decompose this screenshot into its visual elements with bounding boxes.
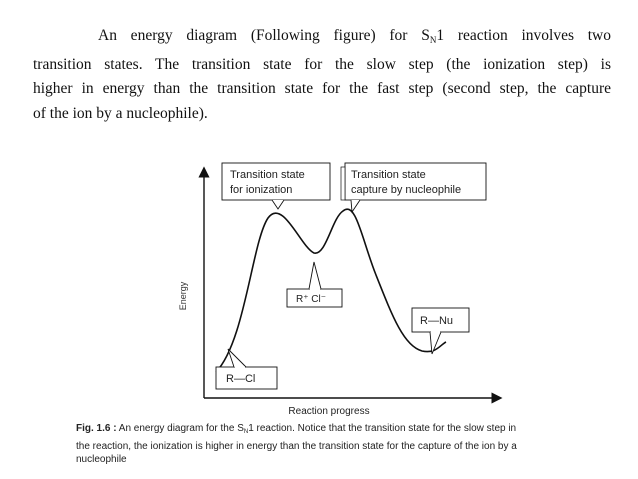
caption-line-1 <box>76 422 596 440</box>
paragraph-line-3: higher in energy than the transition state for the fast step (second step, the capture <box>33 80 611 97</box>
sn-subscript: N <box>429 35 437 45</box>
caption-line-3: nucleophile <box>76 454 127 465</box>
paragraph-line-2: transition states. The transition state for the slow step (the ionization step) is <box>33 55 611 73</box>
ts2-pointer <box>351 200 360 212</box>
caption-fig-number: Fig. 1.6 : <box>76 423 117 434</box>
reactant-pointer <box>228 349 246 367</box>
intermediate-label: R⁺ Cl⁻ <box>296 294 326 305</box>
caption-text-a: An energy diagram for the S <box>116 423 244 434</box>
ts2-label-line1: Transition state <box>351 169 426 181</box>
ts1-label-line1: Transition state <box>230 169 305 181</box>
caption-subscript: N <box>243 429 249 435</box>
y-axis-label: Energy <box>178 281 188 311</box>
caption-text-b: 1 reaction. Notice that the transition state for the slow step in <box>248 423 517 434</box>
ts1-pointer <box>272 200 284 209</box>
intermediate-pointer <box>309 262 321 289</box>
ts1-label-line2: for ionization <box>230 184 293 196</box>
caption-line-2: the reaction, the ionization is higher in energy than the transition state for the capture of the ion by a <box>76 440 517 452</box>
reactant-label: R—Cl <box>226 373 256 385</box>
product-label: R—Nu <box>420 315 454 327</box>
ts2-label-line2: capture by nucleophile <box>351 184 462 196</box>
figure-caption <box>76 422 596 467</box>
product-pointer <box>430 332 441 354</box>
ts2-label-box-edge <box>341 167 345 200</box>
paragraph-line-1-b: 1 reaction involves two <box>436 27 611 44</box>
x-axis-label: Reaction progress <box>288 406 370 417</box>
paragraph-line-1-a: An energy diagram (Following figure) for S <box>98 27 430 44</box>
paragraph-line-4: of the ion by a nucleophile). <box>33 104 208 122</box>
